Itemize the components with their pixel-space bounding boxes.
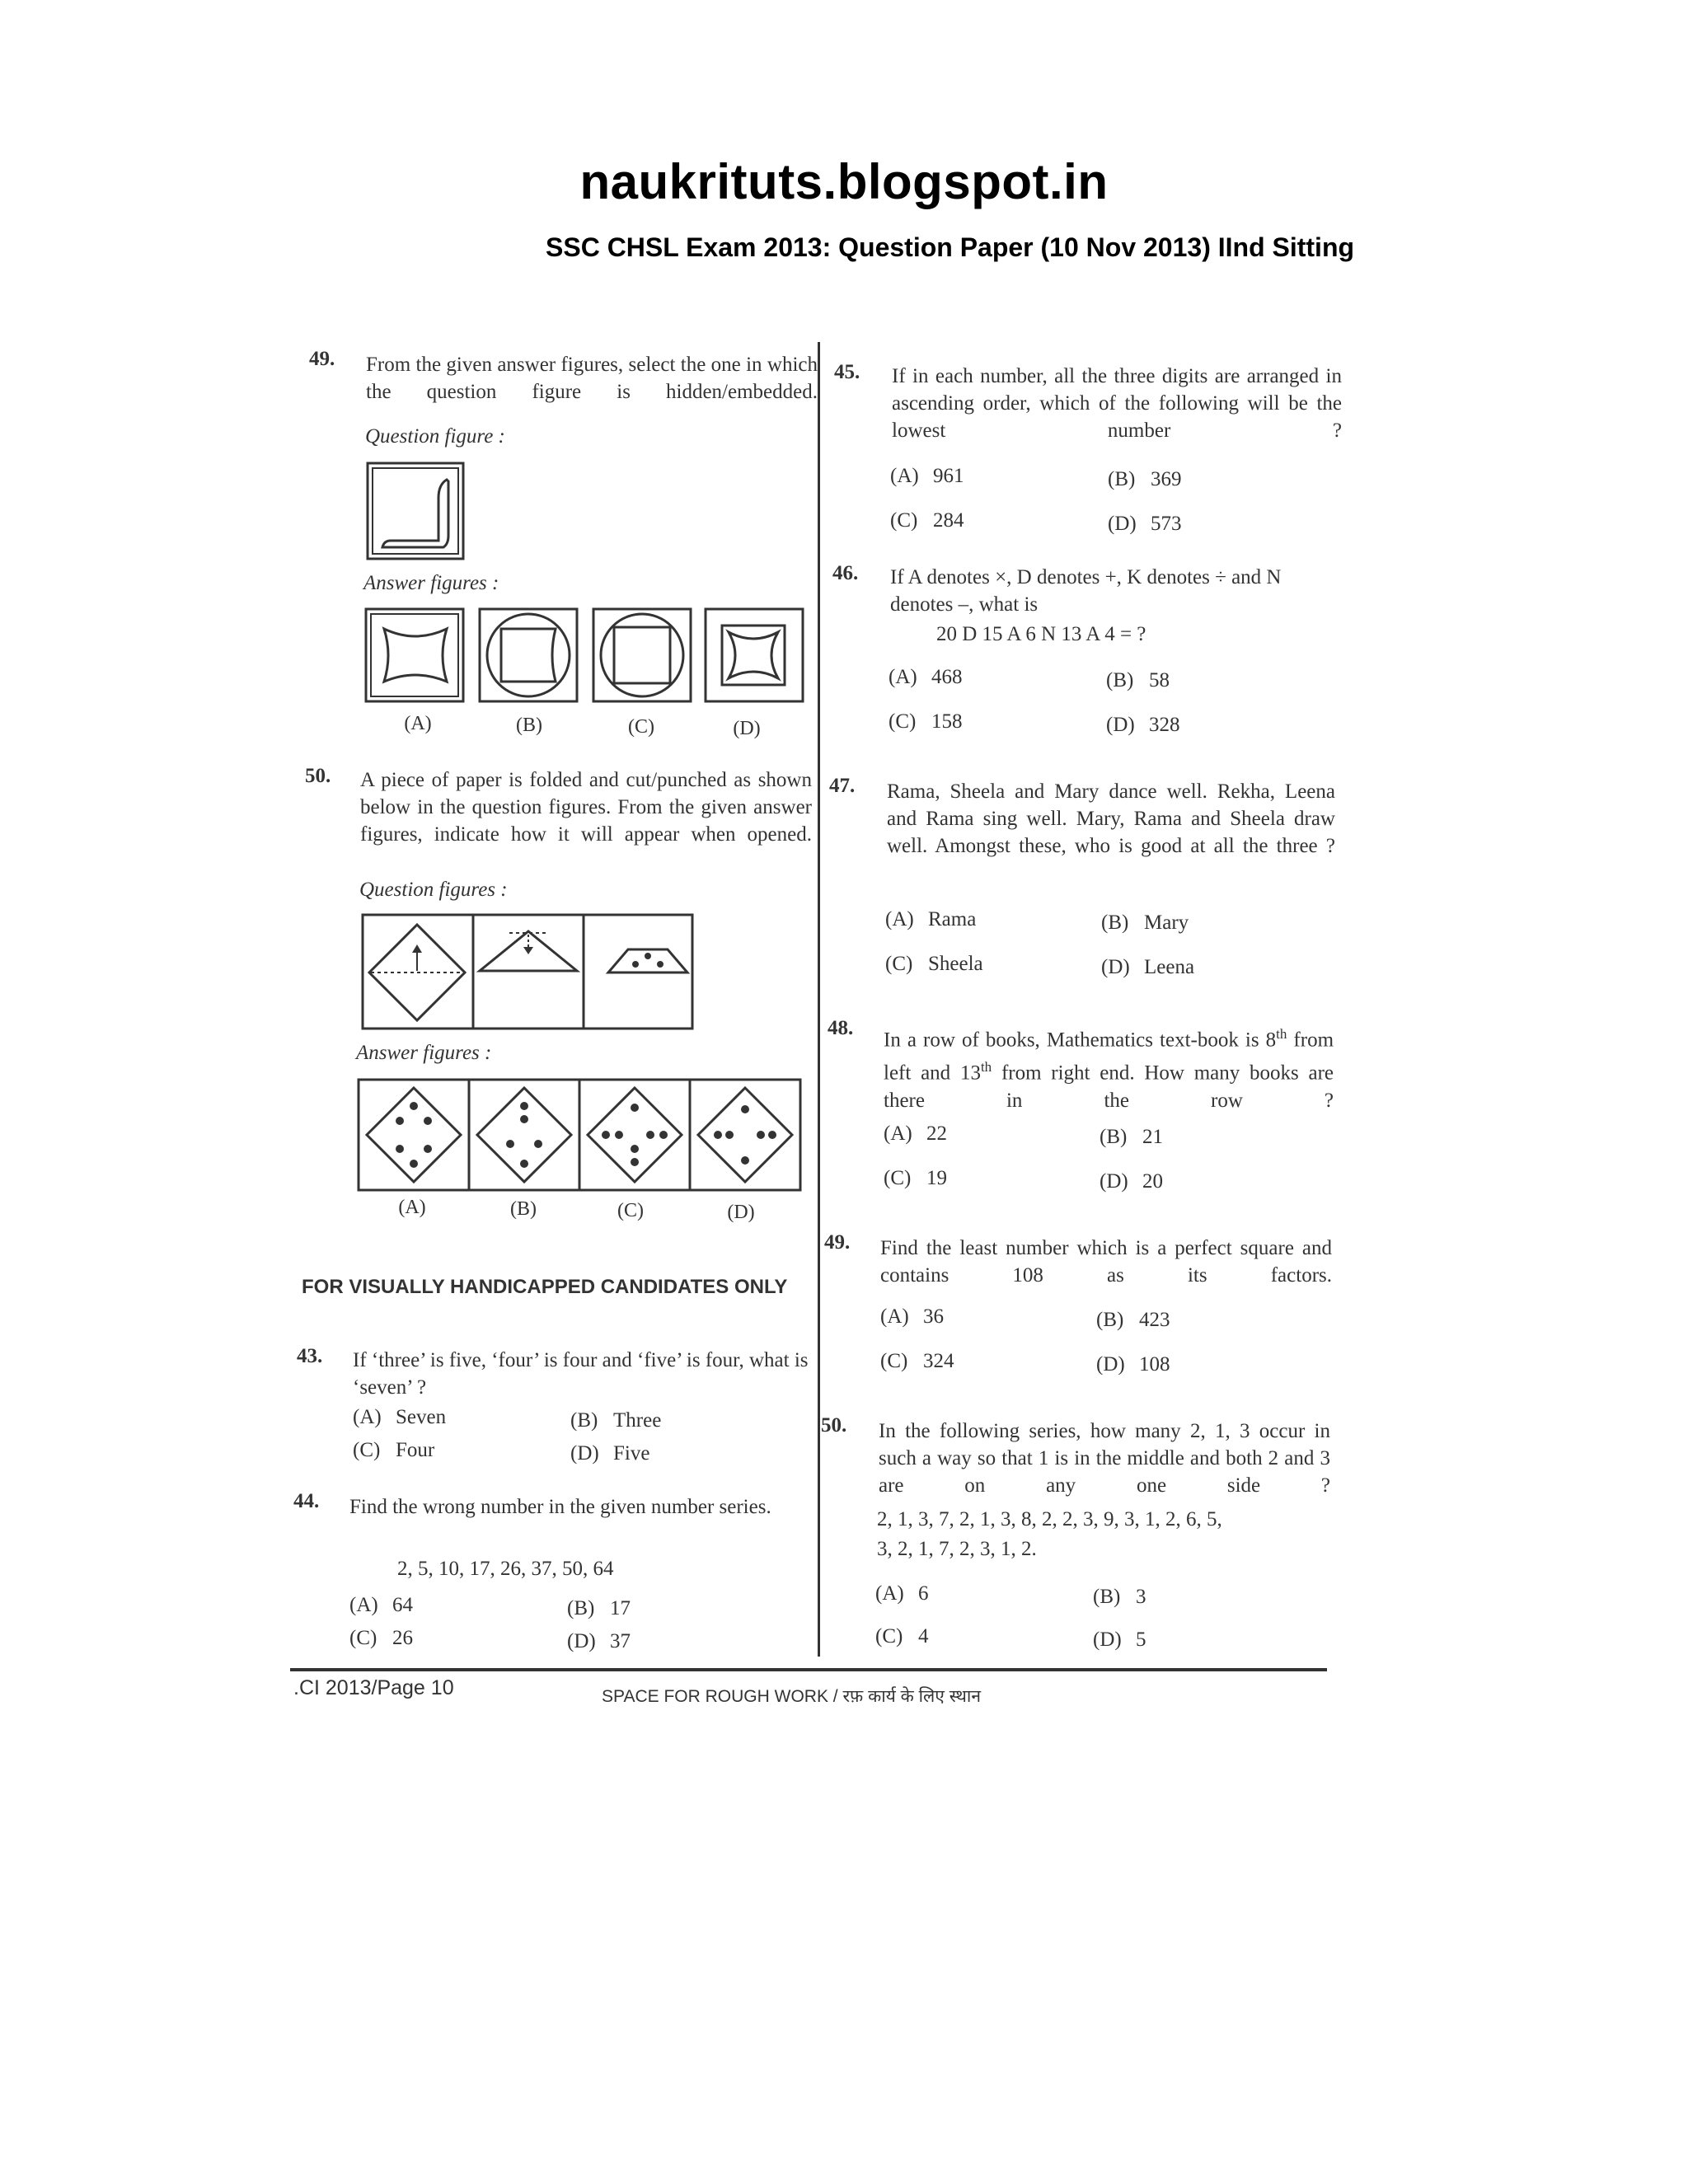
question-number: 47. bbox=[829, 775, 856, 797]
q50-answer-figures bbox=[357, 1078, 804, 1193]
option-c: (C) 26 bbox=[349, 1627, 413, 1649]
option-d: (D) Leena bbox=[1101, 956, 1195, 978]
option-a: (A) 36 bbox=[880, 1305, 944, 1328]
answer-figures-label: Answer figures : bbox=[363, 572, 499, 594]
page-subtitle: SSC CHSL Exam 2013: Question Paper (10 Nov 2013) IInd Sitting bbox=[546, 232, 1355, 262]
option-a: (A) Rama bbox=[885, 908, 977, 930]
q49-answer-figures bbox=[364, 607, 804, 705]
question-text: Find the least number which is a perfect square and contains 108 as its factors. bbox=[880, 1237, 1332, 1286]
answer-figure-c bbox=[593, 609, 691, 701]
question-number: 45. bbox=[834, 361, 860, 383]
question-number: 49. bbox=[309, 348, 335, 370]
question-text: If in each number, all the three digits are arranged in ascending order, which of the following will be the lowest number ? bbox=[892, 365, 1342, 442]
option-d: (D) Five bbox=[570, 1442, 650, 1465]
question-text: In the following series, how many 2, 1, 3 occur in such a way so that 1 is in the middle and both 2 and 3 are on any one side ? bbox=[879, 1420, 1330, 1497]
question-number: 50. bbox=[305, 765, 331, 787]
question-text: A piece of paper is folded and cut/punched as shown below in the question figures. From the given answer figures, indicate how it will appear when opened. bbox=[360, 769, 812, 846]
answer-figures-label: Answer figures : bbox=[356, 1042, 492, 1064]
option-d: (D) 328 bbox=[1106, 714, 1180, 736]
figure-label-b: (B) bbox=[516, 715, 542, 736]
option-b: (B) 58 bbox=[1106, 669, 1170, 691]
question-text: Rama, Sheela and Mary dance well. Rekha, Leena and Rama sing well. Mary, Rama and Sheela draw well. Amongst these, who is good at all the three ? bbox=[887, 780, 1335, 857]
number-series-line-1: 2, 1, 3, 7, 2, 1, 3, 8, 2, 2, 3, 9, 3, 1, 2, 6, 5, bbox=[877, 1508, 1222, 1530]
answer-figure-a bbox=[366, 609, 463, 701]
option-d: (D) 573 bbox=[1108, 513, 1182, 535]
q49-question-figure bbox=[366, 462, 467, 562]
option-a: (A) 6 bbox=[875, 1582, 929, 1605]
question-text: In a row of books, Mathematics text-book is 8th from left and 13th from right end. How many books are there in the row ? bbox=[884, 1026, 1334, 1112]
option-b: (B) 17 bbox=[567, 1597, 631, 1619]
option-c: (C) 19 bbox=[884, 1167, 947, 1189]
section-heading: FOR VISUALLY HANDICAPPED CANDIDATES ONLY bbox=[302, 1276, 788, 1298]
option-c: (C) 158 bbox=[889, 710, 963, 733]
question-figures-label: Question figures : bbox=[359, 879, 508, 901]
option-b: (B) Mary bbox=[1101, 912, 1189, 934]
option-b: (B) 21 bbox=[1100, 1126, 1163, 1148]
option-d: (D) 20 bbox=[1100, 1170, 1163, 1193]
question-number: 44. bbox=[293, 1490, 320, 1512]
answer-figure-d bbox=[698, 1088, 792, 1182]
expression: 20 D 15 A 6 N 13 A 4 = ? bbox=[936, 623, 1146, 645]
option-c: (C) Four bbox=[353, 1439, 435, 1461]
figure-label-c: (C) bbox=[617, 1200, 644, 1221]
option-a: (A) 468 bbox=[889, 666, 963, 688]
footer-rule bbox=[290, 1668, 1327, 1671]
option-d: (D) 37 bbox=[567, 1630, 631, 1652]
option-b: (B) 369 bbox=[1108, 468, 1182, 490]
option-d: (D) 108 bbox=[1096, 1353, 1170, 1376]
option-d: (D) 5 bbox=[1093, 1629, 1146, 1651]
figure-label-b: (B) bbox=[510, 1198, 537, 1220]
option-c: (C) 4 bbox=[875, 1625, 929, 1647]
q50-question-figures bbox=[361, 913, 696, 1033]
option-c: (C) Sheela bbox=[885, 953, 983, 975]
option-c: (C) 284 bbox=[890, 509, 964, 532]
option-b: (B) Three bbox=[570, 1409, 662, 1432]
option-a: (A) 22 bbox=[884, 1122, 947, 1145]
column-divider bbox=[818, 342, 820, 1657]
question-text: If A denotes ×, D denotes +, K denotes ÷ and N denotes –, what is bbox=[890, 566, 1282, 616]
question-number: 48. bbox=[828, 1017, 854, 1039]
answer-figure-b bbox=[477, 1088, 571, 1182]
figure-label-d: (D) bbox=[727, 1202, 755, 1223]
question-text: If ‘three’ is five, ‘four’ is four and ‘five’ is four, what is ‘seven’ ? bbox=[353, 1349, 809, 1399]
question-text: From the given answer figures, select the one in which the question figure is hidden/embedded. bbox=[366, 354, 818, 403]
answer-figure-d bbox=[706, 609, 803, 701]
option-a: (A) 64 bbox=[349, 1594, 413, 1616]
figure-label-c: (C) bbox=[628, 716, 654, 738]
question-number: 50. bbox=[821, 1414, 847, 1436]
figure-label-a: (A) bbox=[398, 1197, 426, 1218]
question-figure-label: Question figure : bbox=[365, 425, 505, 448]
rough-work-note: SPACE FOR ROUGH WORK / रफ़ कार्य के लिए स्थान bbox=[602, 1687, 982, 1706]
option-c: (C) 324 bbox=[880, 1350, 954, 1372]
question-number: 46. bbox=[832, 562, 859, 584]
answer-figure-c bbox=[588, 1088, 682, 1182]
option-b: (B) 3 bbox=[1093, 1586, 1146, 1608]
question-number: 49. bbox=[824, 1231, 851, 1254]
question-text: Find the wrong number in the given number series. bbox=[349, 1496, 771, 1518]
answer-figure-b bbox=[480, 609, 577, 701]
figure-label-d: (D) bbox=[733, 718, 761, 739]
question-number: 43. bbox=[297, 1345, 323, 1367]
site-title: naukrituts.blogspot.in bbox=[579, 154, 1109, 209]
page-number: .CI 2013/Page 10 bbox=[293, 1676, 454, 1699]
option-a: (A) Seven bbox=[353, 1406, 447, 1428]
option-a: (A) 961 bbox=[890, 465, 964, 487]
number-series: 2, 5, 10, 17, 26, 37, 50, 64 bbox=[397, 1558, 614, 1580]
answer-figure-a bbox=[367, 1088, 461, 1182]
option-b: (B) 423 bbox=[1096, 1309, 1170, 1331]
number-series-line-2: 3, 2, 1, 7, 2, 3, 1, 2. bbox=[877, 1538, 1037, 1560]
figure-label-a: (A) bbox=[404, 713, 432, 734]
